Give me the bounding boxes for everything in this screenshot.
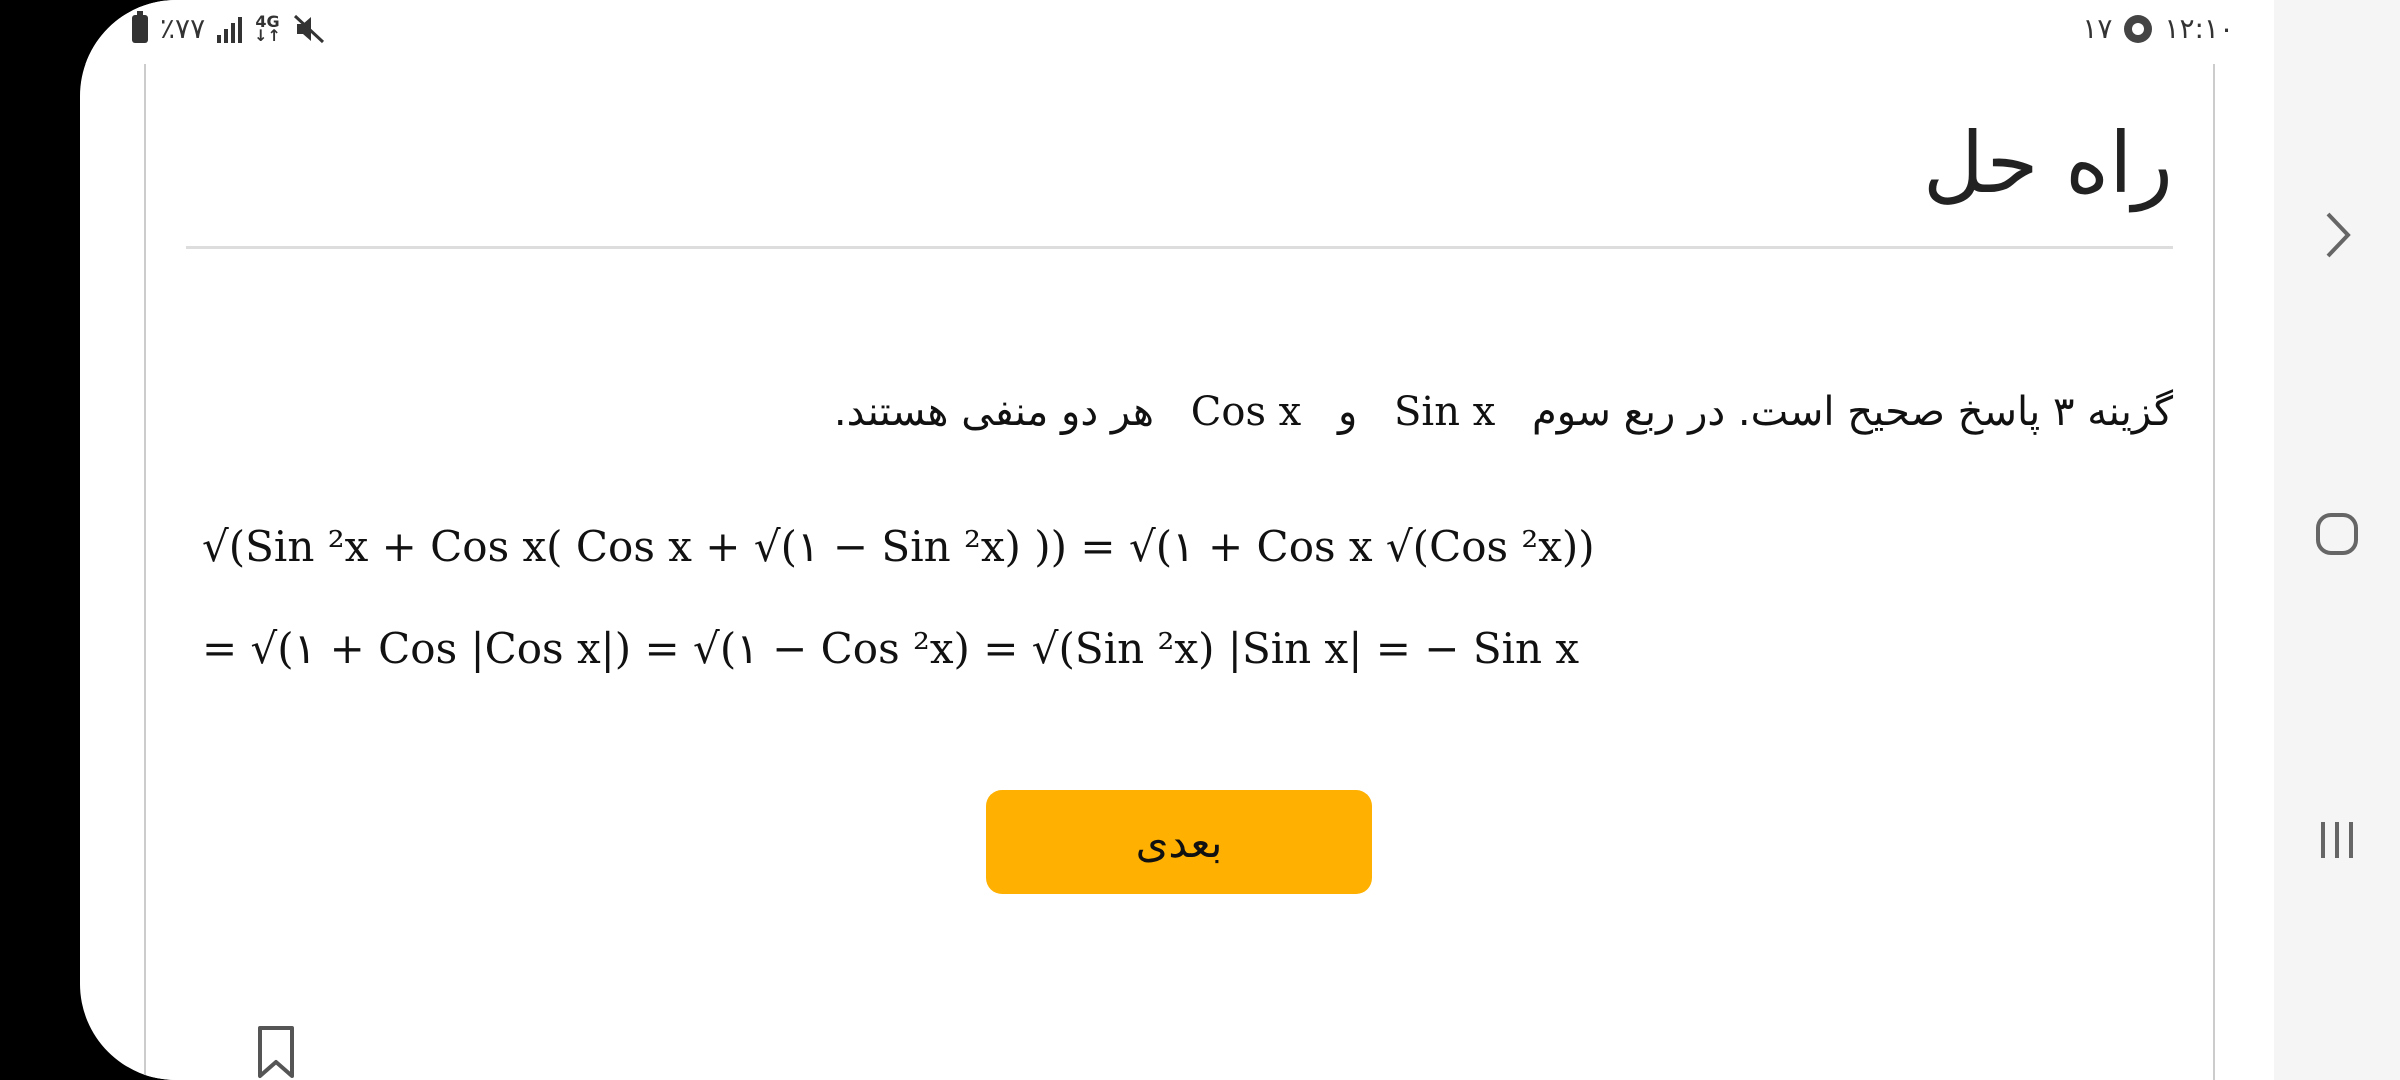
title-divider xyxy=(186,246,2173,249)
status-right xyxy=(2082,12,2234,45)
next-button[interactable]: بعدی xyxy=(986,790,1372,894)
bookmark-icon[interactable] xyxy=(256,1024,296,1080)
battery-icon xyxy=(132,15,148,43)
equation-line-1: √(Sin ²x + Cos x( Cos x + √(۱ − Sin ²x) )) = √(۱ + Cos x √(Cos ²x)) xyxy=(202,522,1595,571)
recents-icon xyxy=(2317,818,2357,862)
solution-sentence xyxy=(793,382,2173,442)
sentence-conjunction: و xyxy=(1337,389,1358,435)
status-left xyxy=(132,12,327,45)
network-type: 4G ↓↑ xyxy=(254,11,281,45)
status-bar xyxy=(80,0,2274,64)
battery-level: ٪۷۷ xyxy=(160,12,206,45)
clock: ۱۲:۱۰ xyxy=(2164,12,2234,45)
page-title: راه حل xyxy=(1922,114,2173,212)
recents-button[interactable] xyxy=(2274,818,2400,862)
phone-screen xyxy=(80,0,2274,1080)
home-icon xyxy=(2315,512,2359,556)
math-cos-x: Cos x xyxy=(1190,389,1302,435)
chevron-right-icon xyxy=(2322,210,2352,260)
math-sin-x: Sin x xyxy=(1394,389,1496,435)
equation-line-2: = √(۱ + Cos |Cos x|) = √(۱ − Cos ²x) = √(Sin ²x) |Sin x| = − Sin x xyxy=(202,624,1580,673)
signal-icon xyxy=(217,15,242,43)
sentence-part2: هر دو منفی هستند. xyxy=(833,389,1155,435)
navigation-bar xyxy=(2274,0,2400,1080)
chevron-right-button[interactable] xyxy=(2274,210,2400,260)
mute-icon xyxy=(293,14,327,44)
home-button[interactable] xyxy=(2274,512,2400,556)
notification-count: ۱۷ xyxy=(2082,12,2113,45)
sentence-part1: گزینه ۳ پاسخ صحیح است. در ربع سوم xyxy=(1531,389,2173,435)
chrome-icon xyxy=(2124,15,2152,43)
solution-page xyxy=(144,64,2215,1080)
